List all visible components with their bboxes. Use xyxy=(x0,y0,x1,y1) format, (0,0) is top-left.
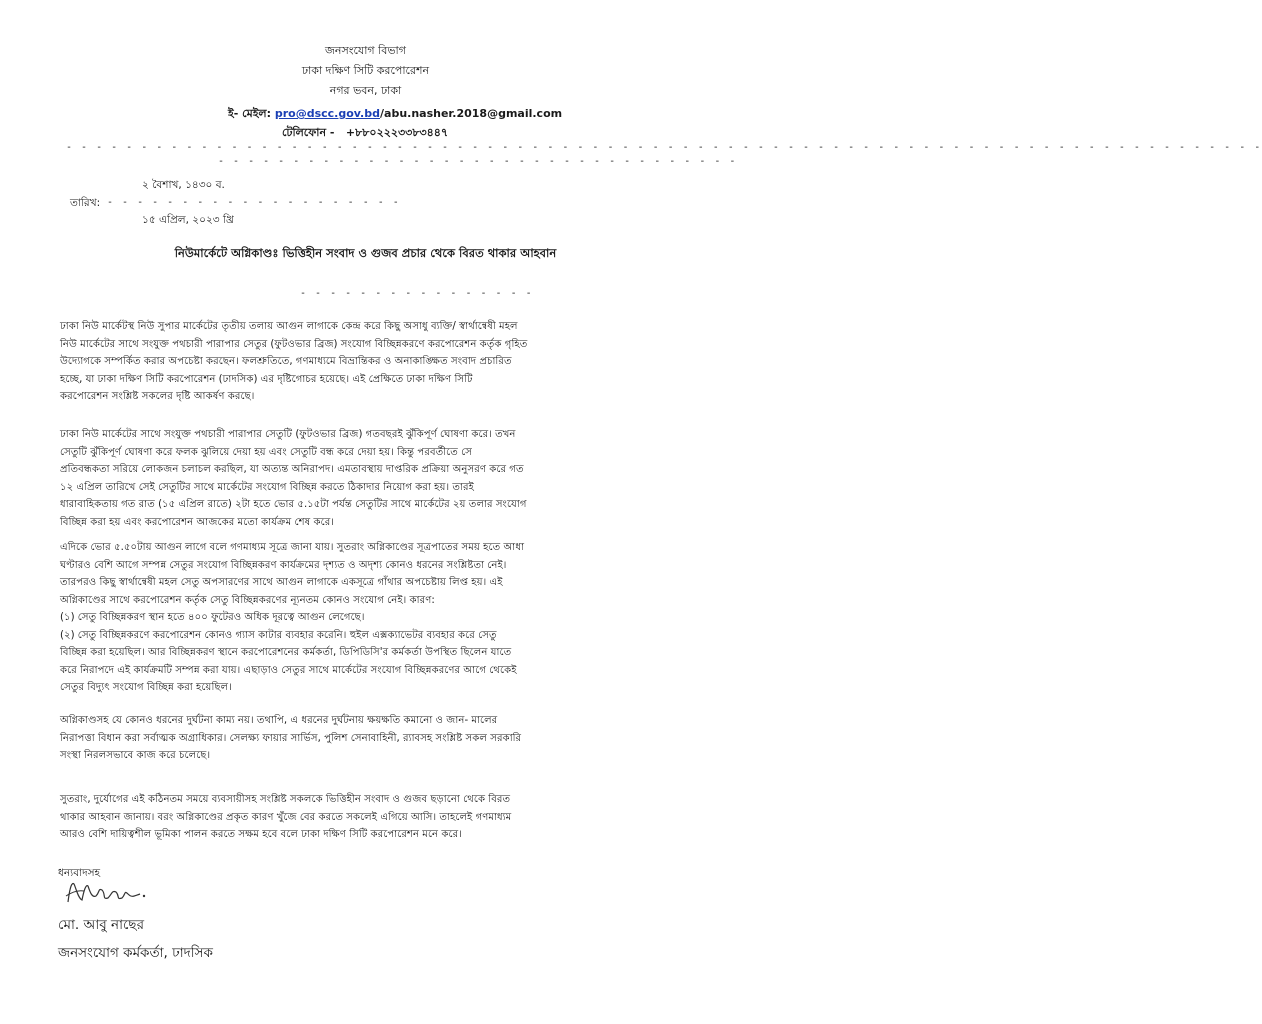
paragraph-line: এদিকে ভোর ৫.৫০টায় আগুন লাগে বলে গণমাধ্যম সূত্রে জানা যায়। সুতরাং অগ্নিকাণ্ডের সূত্রপাতের সময় হতে আধা xyxy=(60,542,525,553)
bangla-date: ২ বৈশাখ, ১৪৩০ ব. xyxy=(142,179,225,191)
paragraph-line: ১২ এপ্রিল তারিখে সেই সেতুটির সাথে মার্কেটের সংযোগ বিচ্ছিন্ন করতে ঠিকাদার নিয়োগ করা হয়। তারই xyxy=(60,481,474,493)
paragraph-4 xyxy=(60,712,680,765)
signature-image xyxy=(62,876,154,910)
paragraph-2 xyxy=(60,426,680,531)
email-label: ই- মেইল: xyxy=(228,107,272,120)
email-link[interactable]: pro@dscc.gov.bd xyxy=(274,107,380,120)
signatory-name: মো. আবু নাছের xyxy=(58,917,145,933)
closing-thanks: ধন্যবাদসহ xyxy=(58,867,101,879)
paragraph-line: থাকার আহবান জানায়। বরং অগ্নিকাণ্ডের প্রকৃত কারণ খুঁজে বের করতে সকলেই এগিয়ে আসি। তাহলেই গণমাধ্যম xyxy=(60,811,512,823)
paragraph-3 xyxy=(60,539,680,697)
paragraph-line: করপোরেশন সংশ্লিষ্ট সকলের দৃষ্টি আকর্ষণ করছে। xyxy=(60,391,255,402)
paragraph-1 xyxy=(60,318,680,406)
paragraph-5 xyxy=(60,791,680,844)
paragraph-line: অগ্নিকাণ্ডের সাথে করপোরেশন কর্তৃক সেতু বিচ্ছিন্নকরণের ন্যূনতম কোনও সংযোগ নেই। কারণ: xyxy=(60,594,435,606)
paragraph-line: প্রতিবন্ধকতা সরিয়ে লোকজন চলাচল করছিল, যা অত্যন্ত অনিরাপদ। এমতাবস্থায় দাপ্তরিক প্রক্রিয়া অনুসরণ করে গত xyxy=(60,464,524,475)
paragraph-line: নিরাপত্তা বিধান করা সর্বাত্মক অগ্রাধিকার। সেলক্ষ্য ফায়ার সার্ভিস, পুলিশ সেনাবাহিনী, র‌্যাবসহ সংশ্লিষ্ট সকল সরকারি xyxy=(60,732,522,744)
paragraph-line: (১) সেতু বিচ্ছিন্নকরণ স্থান হতে ৪০০ ফুটেরও অধিক দূরত্বে আগুন লেগেছে। xyxy=(60,612,365,623)
paragraph-line: তারপরও কিছু স্বার্থান্বেষী মহল সেতু অপসারণের সাথে আগুন লাগাকে একসূত্রে গাঁথার অপচেষ্টায় লিপ্ত হয়। এই xyxy=(60,577,503,588)
office-address: নগর ভবন, ঢাকা xyxy=(329,84,402,97)
paragraph-line: উদ্যোগকে সম্পর্কিত করার অপচেষ্টা করছেন। ফলশ্রুতিতে, গণমাধ্যমে বিভ্রান্তিকর ও অনাকাঙ্ক্ষিত সংবাদ প্রচারিত xyxy=(60,356,512,367)
paragraph-line: নিউ মার্কেটের সাথে সংযুক্ত পথচারী পারাপার সেতুর (ফুটওভার ব্রিজ) সংযোগ বিচ্ছিন্নকরণে করপোরেশন কর্তৃক গৃহিত xyxy=(60,338,528,350)
paragraph-line: ধারাবাহিকতায় গত রাত (১৫ এপ্রিল রাতে) ২টা হতে ভোর ৫.১৫টা পর্যন্ত সেতুটির সাথে মার্কেটের ২য় তলার সংযোগ xyxy=(60,499,527,510)
paragraph-line: ঢাকা নিউ মার্কেটের সাথে সংযুক্ত পথচারী পারাপার সেতুটি (ফুটওভার ব্রিজ) গতবছরই ঝুঁকিপূর্ণ ঘোষণা করে। তখন xyxy=(60,429,516,440)
signatory-designation: জনসংযোগ কর্মকর্তা, ঢাদসিক xyxy=(58,945,214,961)
separator-line-short: - - - - - - - - - - - - - - - - - - - - - - - - - - - - - - - - - - - xyxy=(218,156,737,167)
email-line xyxy=(228,105,562,124)
paragraph-line: হচ্ছে, যা ঢাকা দক্ষিণ সিটি করপোরেশন (ঢাদসিক) এর দৃষ্টিগোচর হয়েছে। এই প্রেক্ষিতে ঢাকা দক্ষিণ সিটি xyxy=(60,373,473,385)
release-title: নিউমার্কেটে অগ্নিকাণ্ডঃ ভিত্তিহীন সংবাদ ও গুজব প্রচার থেকে বিরত থাকার আহবান xyxy=(174,246,557,260)
paragraph-line: ঘণ্টারও বেশি আগে সম্পন্ন সেতুর সংযোগ বিচ্ছিন্নকরণ কার্যক্রমের দৃশ্যত ও অদৃশ্য কোনও ধরনের সংশ্লিষ্টতা নেই। xyxy=(60,559,507,571)
phone-line xyxy=(282,124,448,143)
paragraph-line: (২) সেতু বিচ্ছিন্নকরণে করপোরেশন কোনও গ্যাস কাটার ব্যবহার করেনি। হুইল এক্সক্যাভেটর ব্যবহার করে সেতু xyxy=(60,629,497,641)
paragraph-line: করে নিরাপদে এই কার্যক্রমটি সম্পন্ন করা যায়। এছাড়াও সেতুর সাথে মার্কেটের সংযোগ বিচ্ছিন্নকরণের আগে থেকেই xyxy=(60,664,517,676)
paragraph-line: সংস্থা নিরলসভাবে কাজ করে চলেছে। xyxy=(60,750,211,761)
paragraph-line: সেতুর বিদ্যুৎ সংযোগ বিচ্ছিন্ন করা হয়েছিল। xyxy=(60,682,232,693)
phone-number: +৮৮০২২২৩৩৮৩৪৪৭ xyxy=(345,126,449,139)
paragraph-line: বিচ্ছিন্ন করা হয়েছিল। আর বিচ্ছিন্নকরণ স্থানে করপোরেশনের কর্মকর্তা, ডিপিডিসি'র কর্মকর্তা উপস্থিত ছিলেন যাতে xyxy=(60,647,512,658)
signature-dot xyxy=(143,895,145,897)
paragraph-line: ঢাকা নিউ মার্কেটস্থ নিউ সুপার মার্কেটের তৃতীয় তলায় আগুন লাগাকে কেন্দ্র করে কিছু অসাধু ব্যক্তি/ স্বার্থান্বেষী মহল xyxy=(60,321,518,332)
date-divider: - - - - - - - - - - - - - - - - - - - - xyxy=(107,197,401,208)
phone-label: টেলিফোন - xyxy=(282,126,335,139)
email-secondary: /abu.nasher.2018@gmail.com xyxy=(380,107,563,120)
english-date: ১৫ এপ্রিল, ২০২৩ খ্রি xyxy=(142,214,234,226)
signature-stroke xyxy=(68,884,140,902)
organization-name: ঢাকা দক্ষিণ সিটি করপোরেশন xyxy=(301,64,430,77)
title-underline-dashes: - - - - - - - - - - - - - - - - xyxy=(300,288,534,299)
paragraph-line: সুতরাং, দুর্যোগের এই কঠিনতম সময়ে ব্যবসায়ীসহ সংশ্লিষ্ট সকলকে ভিত্তিহীন সংবাদ ও গুজব ছড়ানো থেকে বিরত xyxy=(60,794,511,805)
paragraph-line: সেতুটি ঝুঁকিপূর্ণ ঘোষণা করে ফলক ঝুলিয়ে দেয়া হয় এবং সেতুটি বন্ধ করে দেয়া হয়। কিন্তু পরবর্তীতে সে xyxy=(60,446,473,458)
department-name: জনসংযোগ বিভাগ xyxy=(325,44,406,57)
date-label: তারিখ: xyxy=(70,197,101,209)
paragraph-line: অগ্নিকাণ্ডসহ যে কোনও ধরনের দুর্ঘটনা কাম্য নয়। তথাপি, এ ধরনের দুর্ঘটনায় ক্ষয়ক্ষতি কমানো ও জান- মালের xyxy=(60,715,498,726)
paragraph-line: আরও বেশি দায়িত্বশীল ভূমিকা পালন করতে সক্ষম হবে বলে ঢাকা দক্ষিণ সিটি করপোরেশন মনে করে। xyxy=(60,829,462,840)
paragraph-line: বিচ্ছিন্ন করা হয় এবং করপোরেশন আজকের মতো কার্যক্রম শেষ করে। xyxy=(60,516,334,528)
separator-line: - - - - - - - - - - - - - - - - - - - - - - - - - - - - - - - - - - - - - - - - - - - - - - - - - - - - - - - - - - - - - - - - - - - - - - - - - - - - - - - - xyxy=(66,142,1262,153)
